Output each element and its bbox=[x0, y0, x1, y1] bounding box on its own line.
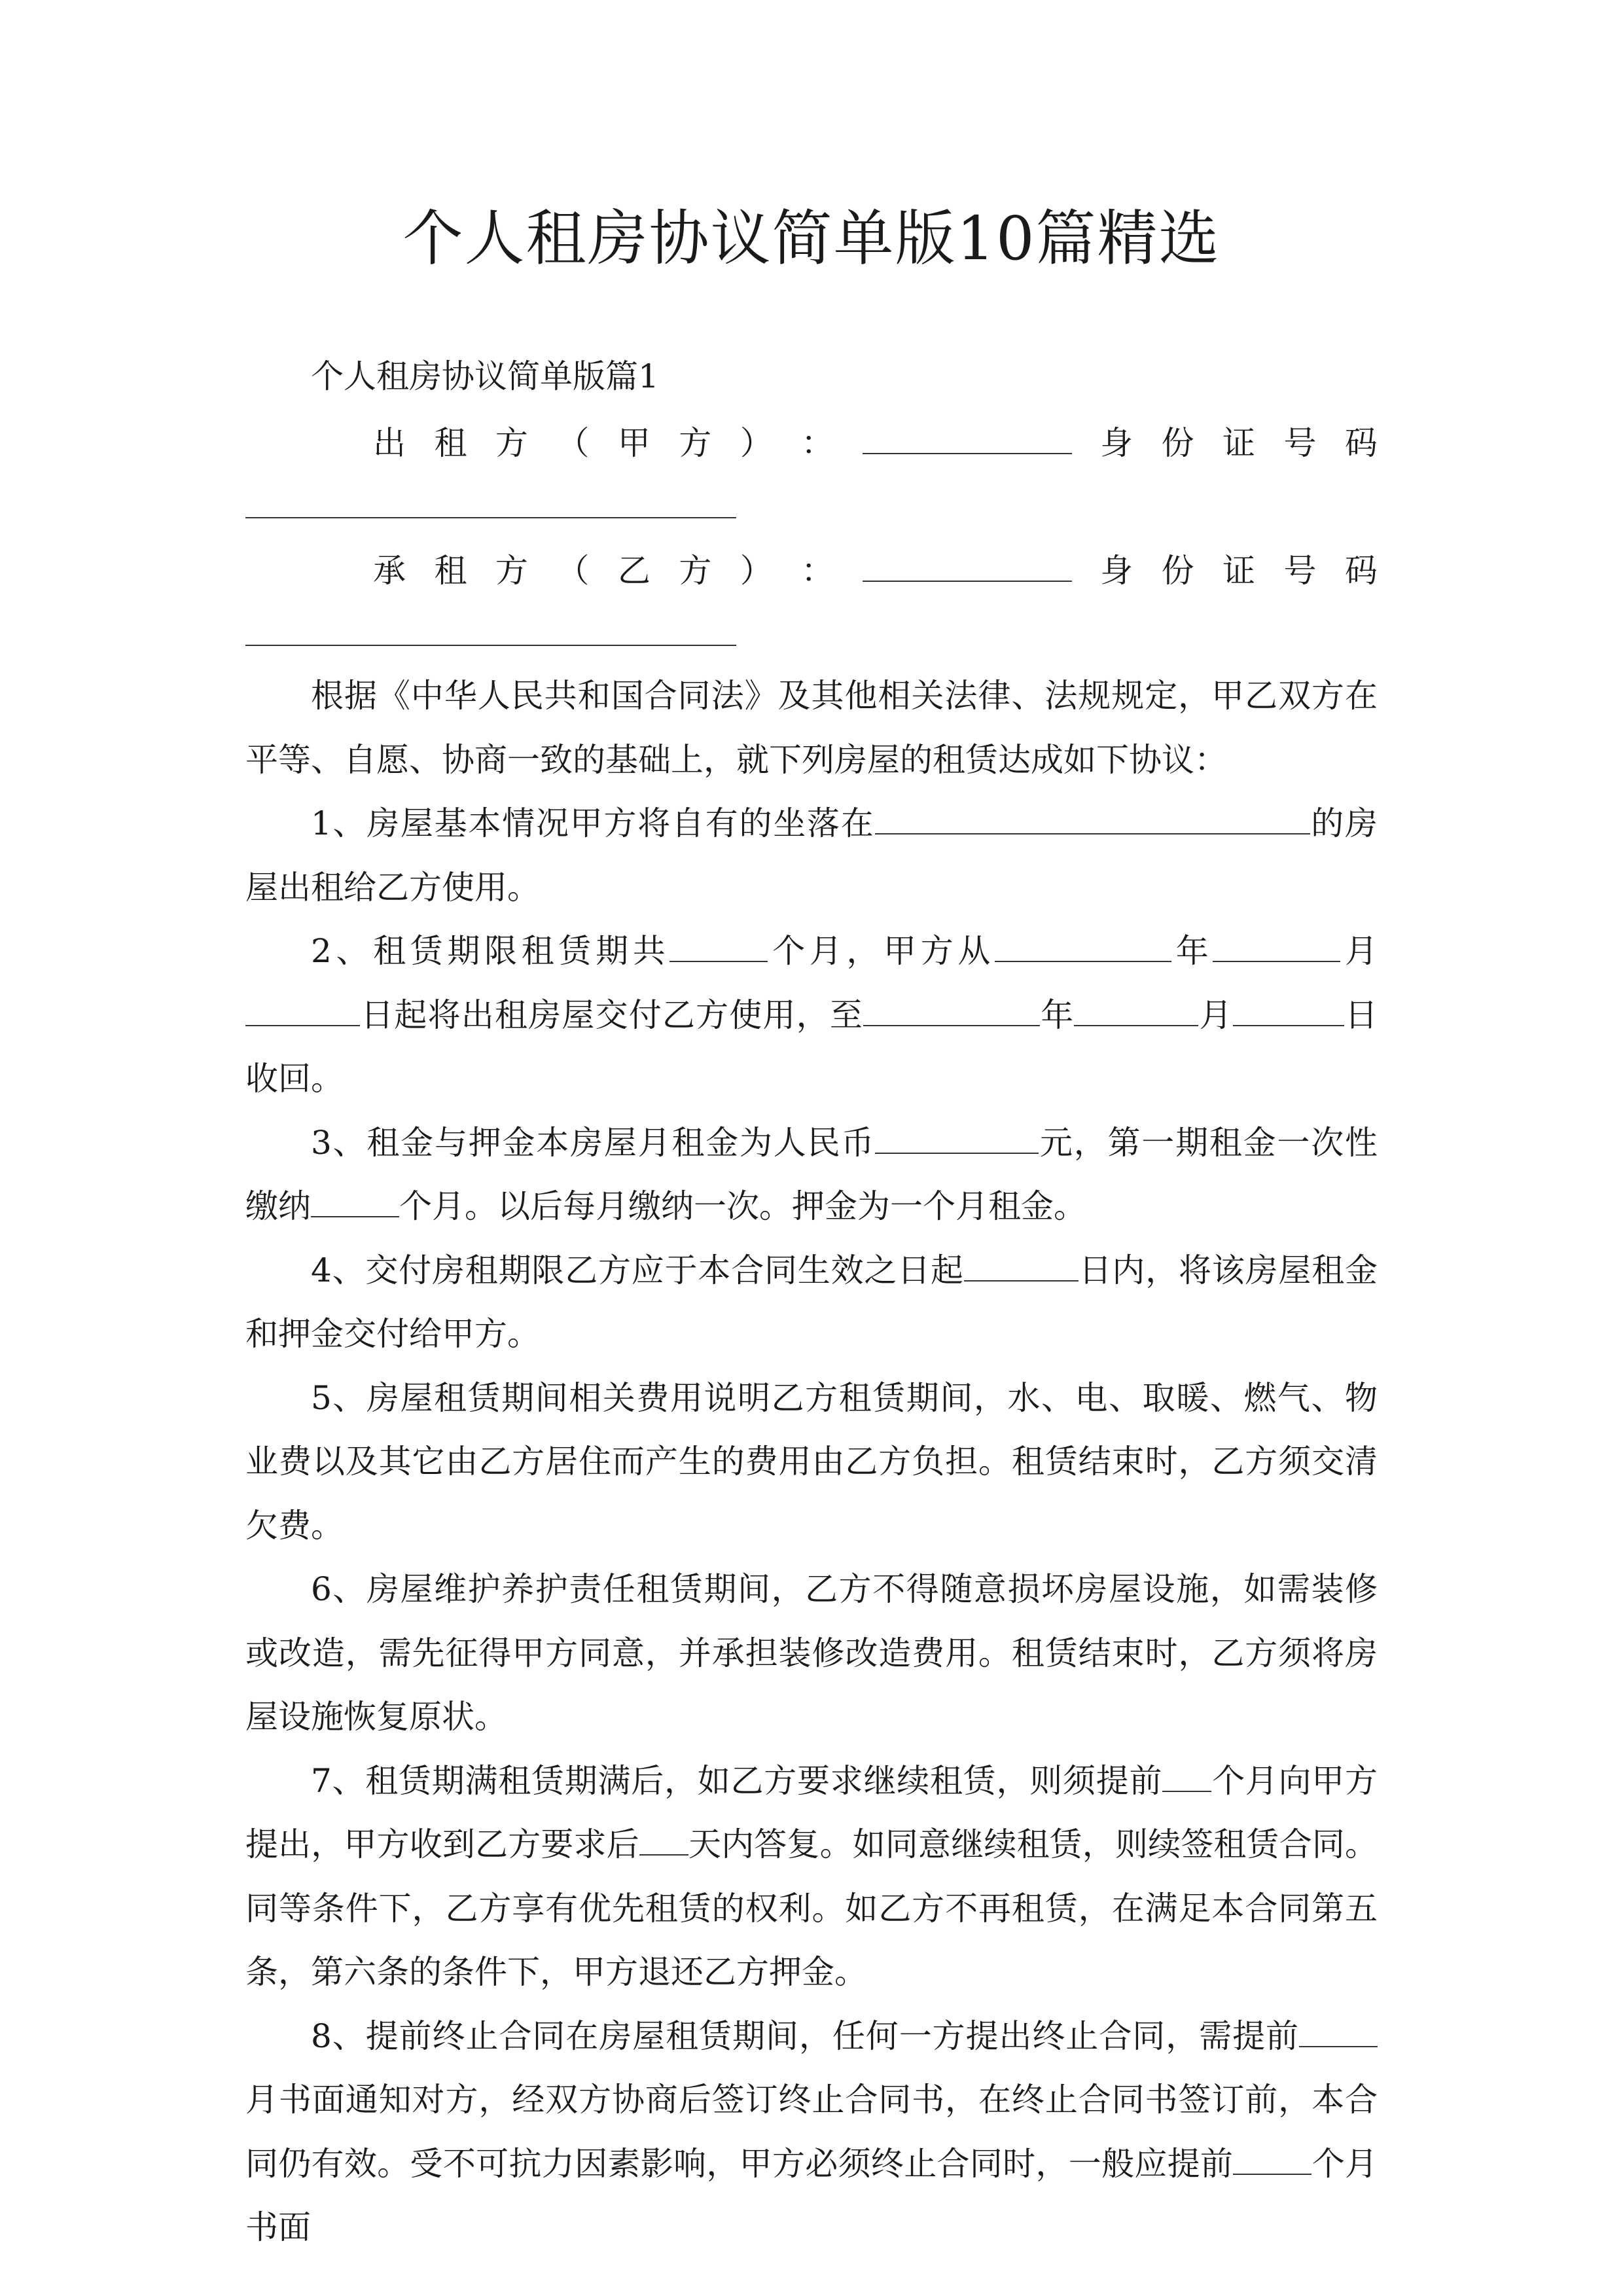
clause-text: 3、租金与押金本房屋月租金为人民币 bbox=[311, 1123, 876, 1162]
start-day-blank[interactable] bbox=[245, 991, 360, 1026]
end-year-blank[interactable] bbox=[863, 991, 1040, 1026]
rent-blank[interactable] bbox=[875, 1119, 1039, 1154]
id-char: 证 bbox=[1222, 424, 1255, 462]
lessee-char: （ bbox=[556, 552, 590, 590]
clause-text: 月 bbox=[1198, 996, 1233, 1034]
id-char: 份 bbox=[1161, 552, 1194, 590]
lessee-char: 乙 bbox=[617, 552, 651, 590]
lessee-char: ： bbox=[801, 552, 834, 590]
lessee-char: ） bbox=[740, 552, 773, 590]
force-majeure-notice-blank[interactable] bbox=[1233, 2140, 1311, 2175]
lessor-char: 租 bbox=[434, 424, 467, 462]
id-char: 号 bbox=[1283, 424, 1317, 462]
start-month-blank[interactable] bbox=[1213, 927, 1340, 962]
address-blank[interactable] bbox=[875, 799, 1310, 834]
lessor-line bbox=[373, 419, 1378, 466]
end-day-blank[interactable] bbox=[1233, 991, 1344, 1026]
payment-days-blank[interactable] bbox=[964, 1246, 1079, 1282]
lessee-char: 方 bbox=[679, 552, 712, 590]
clause-text: 天内答复。如同意继续租赁，则续签租赁合同。同等条件下，乙方享有优先租赁的权利。如乙方不再租赁，在满足本合同第五条，第六条的条件下，甲方退还乙方押金。 bbox=[245, 1825, 1378, 1991]
intro-paragraph: 根据《中华人民共和国合同法》及其他相关法律、法规规定，甲乙双方在平等、自愿、协商一致的基础上，就下列房屋的租赁达成如下协议： bbox=[245, 677, 1378, 779]
clause-text: 月 bbox=[1340, 932, 1378, 970]
lessor-char: ） bbox=[740, 424, 773, 462]
start-year-blank[interactable] bbox=[995, 927, 1171, 962]
months-blank[interactable] bbox=[669, 927, 768, 962]
clause-text: 日收回。 bbox=[245, 996, 1378, 1098]
lessor-char: 甲 bbox=[617, 424, 651, 462]
clause-text: 个月，甲方从 bbox=[768, 932, 995, 970]
lessor-char: ： bbox=[801, 424, 834, 462]
clause-text: 7、租赁期满租赁期满后，如乙方要求继续租赁，则须提前 bbox=[311, 1761, 1163, 1800]
clause-8 bbox=[245, 2005, 1378, 2260]
termination-notice-blank[interactable] bbox=[1299, 2012, 1378, 2047]
clause-6: 6、房屋维护养护责任租赁期间，乙方不得随意损坏房屋设施，如需装修或改造，需先征得甲方同意，并承担装修改造费用。租赁结束时，乙方须将房屋设施恢复原状。 bbox=[245, 1570, 1378, 1736]
document-title: 个人租房协议简单版10篇精选 bbox=[402, 204, 1221, 274]
clause-text: 1、房屋基本情况甲方将自有的坐落在 bbox=[311, 804, 875, 842]
id-char: 号 bbox=[1283, 552, 1317, 590]
clause-text: 年 bbox=[1171, 932, 1213, 970]
clause-text: 月书面通知对方，经双方协商后签订终止合同书，在终止合同书签订前，本合同仍有效。受不可抗力因素影响，甲方必须终止合同时，一般应提前 bbox=[245, 2081, 1378, 2183]
clause-2 bbox=[245, 920, 1378, 1111]
end-month-blank[interactable] bbox=[1074, 991, 1198, 1026]
renewal-notice-blank[interactable] bbox=[1162, 1757, 1211, 1792]
lessee-name-blank[interactable] bbox=[863, 547, 1072, 582]
clause-5: 5、房屋租赁期间相关费用说明乙方租赁期间，水、电、取暖、燃气、物业费以及其它由乙方居住而产生的费用由乙方负担。租赁结束时，乙方须交清欠费。 bbox=[245, 1378, 1378, 1545]
id-char: 证 bbox=[1222, 552, 1255, 590]
clause-7 bbox=[245, 1749, 1378, 2005]
lessee-line bbox=[373, 547, 1378, 594]
clause-text: 的房屋出租给乙方使用。 bbox=[245, 804, 1378, 906]
lessor-char: 出 bbox=[373, 424, 406, 462]
clause-text: 日起将出租房屋交付乙方使用，至 bbox=[360, 996, 864, 1034]
clause-4 bbox=[245, 1239, 1378, 1367]
clause-text: 个月向甲方提出，甲方收到乙方要求后 bbox=[245, 1761, 1378, 1863]
lessee-char: 方 bbox=[495, 552, 528, 590]
lessee-char: 租 bbox=[434, 552, 467, 590]
reply-days-blank[interactable] bbox=[639, 1820, 688, 1856]
clause-text: 元，第一期租金一次性缴纳 bbox=[245, 1123, 1378, 1225]
section-subtitle: 个人租房协议简单版篇1 bbox=[311, 357, 659, 395]
clause-text: 年 bbox=[1040, 996, 1075, 1034]
id-char: 身 bbox=[1100, 424, 1133, 462]
lessor-name-blank[interactable] bbox=[863, 419, 1072, 454]
id-char: 身 bbox=[1100, 552, 1133, 590]
id-char: 份 bbox=[1161, 424, 1194, 462]
agreement-body bbox=[245, 664, 1378, 2260]
clause-text: 8、提前终止合同在房屋租赁期间，任何一方提出终止合同，需提前 bbox=[311, 2017, 1299, 2055]
lessee-char: 承 bbox=[373, 552, 406, 590]
lessor-char: 方 bbox=[679, 424, 712, 462]
clause-text: 2、租赁期限租赁期共 bbox=[311, 932, 670, 970]
first-payment-months-blank[interactable] bbox=[311, 1182, 399, 1217]
lessor-id-blank[interactable] bbox=[245, 517, 736, 518]
id-char: 码 bbox=[1344, 552, 1378, 590]
clause-text: 个月。以后每月缴纳一次。押金为一个月租金。 bbox=[399, 1187, 1086, 1225]
clause-text: 个月书面 bbox=[245, 2144, 1378, 2246]
clause-text: 4、交付房租期限乙方应于本合同生效之日起 bbox=[311, 1251, 964, 1289]
clause-1 bbox=[245, 792, 1378, 920]
lessee-id-blank[interactable] bbox=[245, 645, 736, 646]
clause-text: 日内，将该房屋租金和押金交付给甲方。 bbox=[245, 1251, 1378, 1353]
lessor-char: （ bbox=[556, 424, 590, 462]
clause-3 bbox=[245, 1111, 1378, 1239]
id-char: 码 bbox=[1344, 424, 1378, 462]
lessor-char: 方 bbox=[495, 424, 528, 462]
